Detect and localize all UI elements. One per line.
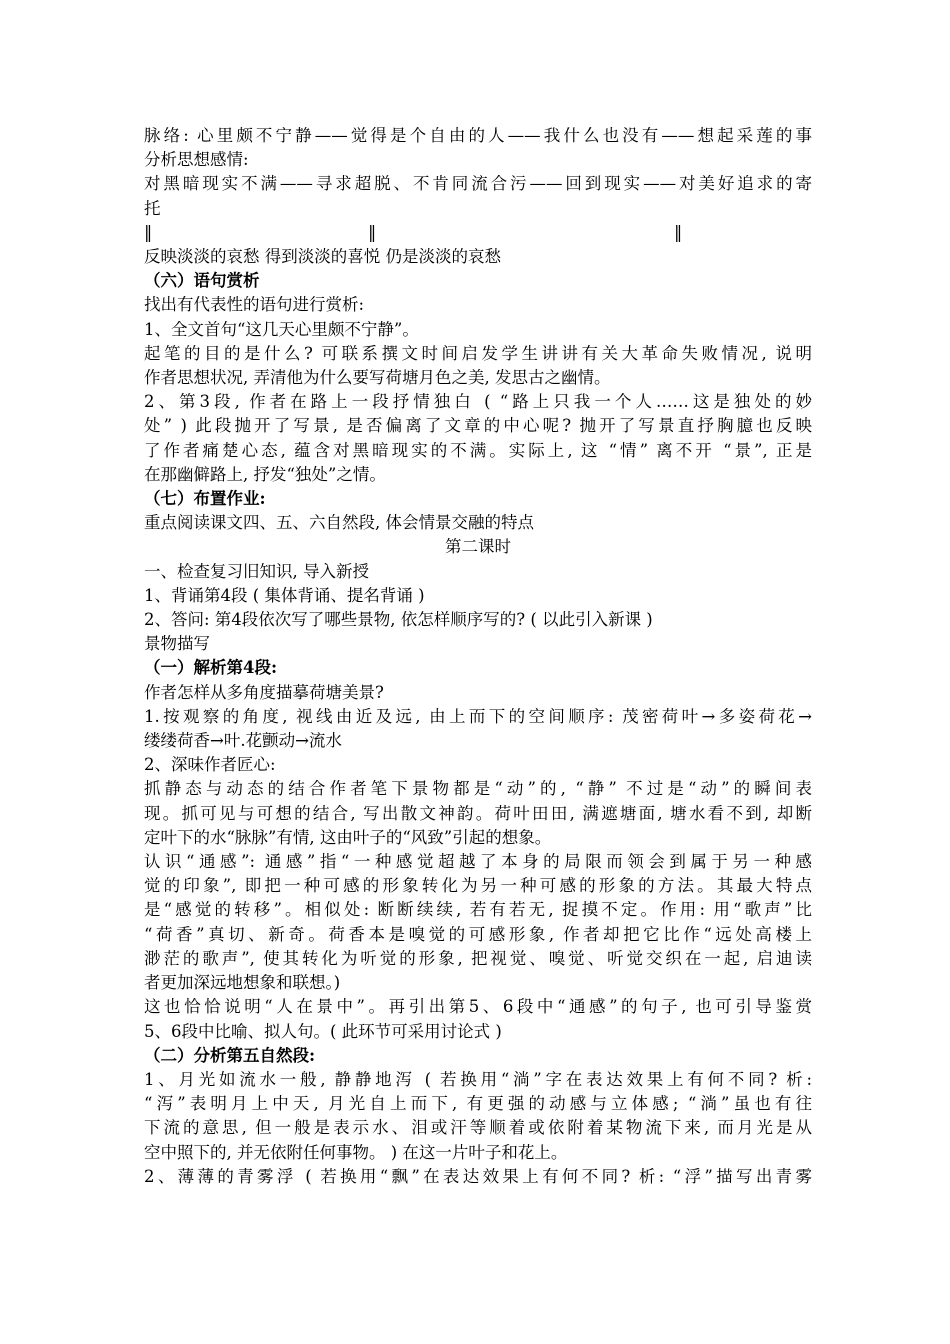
section-heading: （六）语句赏析 <box>144 271 260 291</box>
text-line: 抓静态与动态的结合作者笔下景物都是“动”的, “静” 不过是“动”的瞬间表 <box>144 779 812 799</box>
text-line: 是“感觉的转移”。相似处: 断断续续, 若有若无, 捉摸不定。作用: 用“歌声”比 <box>144 900 812 920</box>
text-line: 托 <box>144 198 161 218</box>
text-line: 5、6段中比喻、拟人句。( 此环节可采用讨论式 ) <box>144 1021 502 1041</box>
text-line: 定叶下的水“脉脉”有情, 这由叶子的“风致”引起的想象。 <box>144 827 552 847</box>
text-line: 1、全文首句“这几天心里颇不宁静”。 <box>144 319 419 339</box>
text-line: 1、背诵第4段 ( 集体背诵、提名背诵 ) <box>144 585 425 605</box>
text-line: 觉的印象”, 即把一种可感的形象转化为另一种可感的形象的方法。其最大特点 <box>144 876 812 896</box>
text-line: 一、检查复习旧知识, 导入新授 <box>144 561 369 581</box>
text-line: 者更加深远地想象和联想。) <box>144 973 341 993</box>
text-line: 2、薄薄的青雾浮 ( 若换用“飘”在表达效果上有何不同? 析: “浮”描写出青雾 <box>144 1166 812 1186</box>
text-line: 作者思想状况, 弄清他为什么要写荷塘月色之美, 发思古之幽情。 <box>144 368 611 388</box>
text-line: 认识“通感”: 通感”指“一种感觉超越了本身的局限而领会到属于另一种感 <box>144 852 812 872</box>
text-line: 景物描写 <box>144 634 210 654</box>
text-line: 渺茫的歌声”, 使其转化为听觉的形象, 把视觉、嗅觉、听觉交织在一起, 启迪读 <box>144 948 812 968</box>
text-line: 对黑暗现实不满——寻求超脱、不肯同流合污——回到现实——对美好追求的寄 <box>144 174 812 194</box>
divider-mark: ‖ <box>368 222 377 242</box>
text-line: 找出有代表性的语句进行赏析: <box>144 295 365 315</box>
document-page <box>144 124 812 1189</box>
section-heading: （七）布置作业: <box>144 489 266 509</box>
divider-mark: ‖ <box>144 222 153 242</box>
text-line: 1.按观察的角度, 视线由近及远, 由上而下的空间顺序: 茂密荷叶→多姿荷花→ <box>144 706 812 726</box>
text-line: 分析思想感情: <box>144 150 249 170</box>
text-line: 现。抓可见与可想的结合, 写出散文神韵。荷叶田田, 满遮塘面, 塘水看不到, 却断 <box>144 803 812 823</box>
text-line: 重点阅读课文四、五、六自然段, 体会情景交融的特点 <box>144 513 534 533</box>
text-line: 空中照下的, 并无依附任何事物。 ) 在这一片叶子和花上。 <box>144 1142 568 1162</box>
divider-marks-row <box>144 221 812 245</box>
section-heading: （二）分析第五自然段: <box>144 1045 316 1065</box>
text-line: 这也恰恰说明“人在景中”。再引出第5、6段中“通感”的句子, 也可引导鉴赏 <box>144 997 812 1017</box>
text-line: 2、深味作者匠心: <box>144 755 276 775</box>
text-line: 下流的意思, 但一般是表示水、泪或汗等顺着或依附着某物流下来, 而月光是从 <box>144 1118 812 1138</box>
text-line: 在那幽僻路上, 抒发“独处”之情。 <box>144 464 386 484</box>
text-line: “泻”表明月上中天, 月光自上而下, 有更强的动感与立体感; “淌”虽也有往 <box>144 1094 812 1114</box>
text-line: 作者怎样从多角度描摹荷塘美景? <box>144 682 384 702</box>
divider-mark: ‖ <box>674 222 683 242</box>
section-heading: （一）解析第4段: <box>144 658 278 678</box>
text-line: 2、答问: 第4段依次写了哪些景物, 依怎样顺序写的? ( 以此引入新课 ) <box>144 610 653 630</box>
text-line: 起笔的目的是什么? 可联系撰文时间启发学生讲讲有关大革命失败情况, 说明 <box>144 343 812 363</box>
text-line: 反映淡淡的哀愁 得到淡淡的喜悦 仍是淡淡的哀愁 <box>144 247 501 266</box>
text-line: 处” ) 此段抛开了写景, 是否偏离了文章的中心呢? 抛开了写景直抒胸臆也反映 <box>144 416 812 436</box>
text-line: 2、第3段, 作者在路上一段抒情独白 ( “路上只我一个人……这是独处的妙 <box>144 392 812 412</box>
text-line: 1、月光如流水一般, 静静地泻 ( 若换用“淌”字在表达效果上有何不同? 析: <box>144 1069 812 1089</box>
text-line: 缕缕荷香→叶.花颤动→流水 <box>144 731 342 751</box>
text-line: 脉络: 心里颇不宁静——觉得是个自由的人——我什么也没有——想起采莲的事 <box>144 126 812 145</box>
text-line: “荷香”真切、新奇。荷香本是嗅觉的可感形象, 作者却把它比作“远处高楼上 <box>144 924 812 944</box>
lesson-title: 第二课时 <box>445 537 511 557</box>
text-line: 了作者痛楚心态, 蕴含对黑暗现实的不满。实际上, 这 “情” 离不开 “景”, 正是 <box>144 440 812 460</box>
